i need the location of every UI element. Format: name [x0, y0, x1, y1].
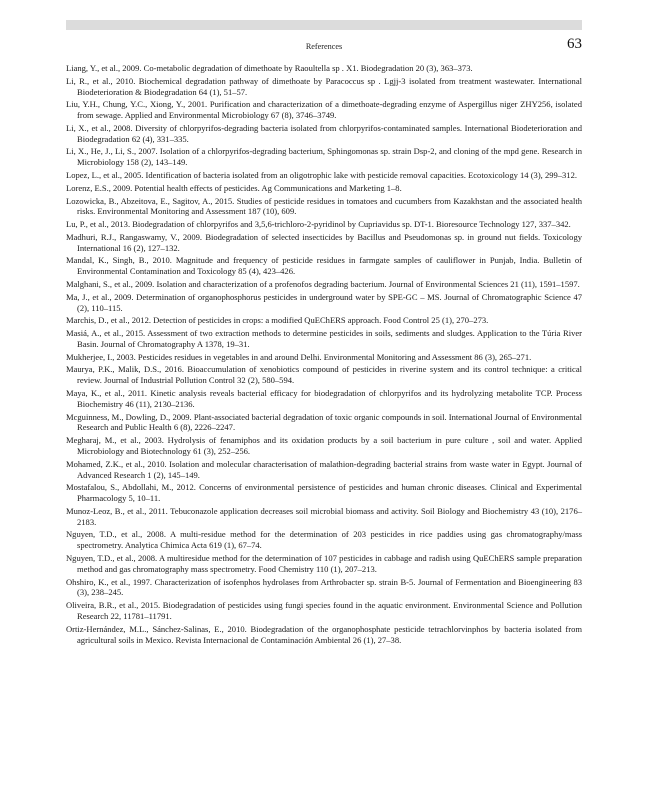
- reference-list: [66, 63, 582, 647]
- reference-entry: Ohshiro, K., et al., 1997. Characterization of isofenphos hydrolases from Arthrobacter sp. strain B-5. Journal of Fermentation and Bioengineering 83 (3), 238–245.: [66, 576, 582, 598]
- reference-entry: Madhuri, R.J., Rangaswamy, V., 2009. Biodegradation of selected insecticides by Bacillus and Pseudomonas sp. in ground nut fields. Toxicology International 16 (2), 127–132.: [66, 231, 582, 253]
- reference-entry: Maya, K., et al., 2011. Kinetic analysis reveals bacterial efficacy for biodegradation of chlorpyrifos and its hydrolyzing metabolite TCP. Process Biochemistry 46 (11), 2130–2136.: [66, 387, 582, 409]
- reference-entry: Oliveira, B.R., et al., 2015. Biodegradation of pesticides using fungi species found in the aquatic environment. Environmental Science and Pollution Research 22, 11781–11791.: [66, 600, 582, 621]
- header-rule: [66, 20, 582, 30]
- reference-entry: Munoz-Leoz, B., et al., 2011. Tebuconazole application decreases soil microbial biomass and activity. Soil Biology and Biochemistry 43 (10), 2176–2183.: [66, 505, 582, 527]
- reference-entry: Lozowicka, B., Abzeitova, E., Sagitov, A., 2015. Studies of pesticide residues in tomatoes and cucumbers from Kazakhstan and the associated health risks. Environmental Monitoring and Assessment 187 (10), 609.: [66, 195, 582, 217]
- reference-entry: Malghani, S., et al., 2009. Isolation and characterization of a profenofos degrading bacterium. Journal of Environmental Sciences 21 (11), 1591–1597.: [66, 278, 580, 289]
- reference-entry: Liu, Y.H., Chung, Y.C., Xiong, Y., 2001. Purification and characterization of a dimethoate-degrading enzyme of Aspergillus niger ZHY256, isolated from sewage. Applied and Environmental Microbiology 67 (8), 3746–3749.: [66, 99, 582, 121]
- reference-entry: Lorenz, E.S., 2009. Potential health effects of pesticides. Ag Communications and Marketing 1–8.: [66, 182, 402, 193]
- reference-entry: Lopez, L., et al., 2005. Identification of bacteria isolated from an oligotrophic lake with pesticide removal capacities. Ecotoxicology 14 (3), 299–312.: [66, 170, 577, 181]
- reference-entry: Maurya, P.K., Malik, D.S., 2016. Bioaccumulation of xenobiotics compound of pesticides in riverine system and its control technique: a critical review. Journal of Industrial Pollution Control 32 (2), 580–594.: [66, 364, 582, 386]
- reference-entry: Li, X., He, J., Li, S., 2007. Isolation of a chlorpyrifos-degrading bacterium, Sphingomonas sp. strain Dsp-2, and cloning of the mpd gene. Research in Microbiology 158 (2), 143–149.: [66, 146, 582, 168]
- reference-entry: Megharaj, M., et al., 2003. Hydrolysis of fenamiphos and its oxidation products by a soil bacterium in pure culture , soil and water. Applied Microbiology and Biotechnology 61 (3), 252–256.: [66, 435, 582, 456]
- page-number: 63: [567, 36, 582, 52]
- reference-entry: Masiá, A., et al., 2015. Assessment of two extraction methods to determine pesticides in soils, sediments and sludges. Application to the Túria River Basin. Journal of Chromatography A 1378, 19–31.: [66, 328, 582, 349]
- reference-entry: Li, R., et al., 2010. Biochemical degradation pathway of dimethoate by Paracoccus sp . Lgjj-3 isolated from treatment wastewater. International Biodeterioration & Biodegradation 64 (1), 51–57.: [66, 75, 582, 97]
- reference-entry: Marchis, D., et al., 2012. Detection of pesticides in crops: a modified QuEChERS approach. Food Control 25 (1), 270–273.: [66, 315, 489, 326]
- reference-entry: Nguyen, T.D., et al., 2008. A multiresidue method for the determination of 107 pesticides in cabbage and radish using QuEChERS sample preparation method and gas chromatography mass spectrometry. Food Chemistry 110 (1), 207–213.: [66, 552, 582, 574]
- reference-entry: Li, X., et al., 2008. Diversity of chlorpyrifos-degrading bacteria isolated from chlorpyrifos-contaminated samples. International Biodeterioration and Biodegradation 62 (4), 331–335.: [66, 122, 582, 144]
- reference-entry: Lu, P., et al., 2013. Biodegradation of chlorpyrifos and 3,5,6-trichloro-2-pyridinol by Cupriavidus sp. DT-1. Bioresource Technology 127, 337–342.: [66, 219, 571, 230]
- reference-entry: Ortiz-Hernández, M.L., Sánchez-Salinas, E., 2010. Biodegradation of the organophosphate pesticide tetrachlorvinphos by bacteria isolated from agricultural soils in Mexico. Revista Internacional de Contaminación Ambiental 26 (1), 27–38.: [66, 623, 582, 645]
- running-header: [66, 36, 582, 56]
- reference-entry: Mandal, K., Singh, B., 2010. Magnitude and frequency of pesticide residues in farmgate samples of cauliflower in Punjab, India. Bulletin of Environmental Contamination and Toxicology 85 (4), 423–426.: [66, 255, 582, 277]
- reference-entry: Nguyen, T.D., et al., 2008. A multi-residue method for the determination of 203 pesticides in rice paddies using gas chromatography/mass spectrometry. Analytica Chimica Acta 619 (1), 67–74.: [66, 529, 582, 551]
- running-title: References: [305, 42, 343, 51]
- reference-entry: Mostafalou, S., Abdollahi, M., 2012. Concerns of environmental persistence of pesticides and human chronic diseases. Clinical and Experimental Pharmacology 5, 10–11.: [66, 482, 582, 504]
- reference-entry: Mukherjee, I., 2003. Pesticides residues in vegetables in and around Delhi. Environmental Monitoring and Assessment 86 (3), 265–271.: [66, 351, 532, 362]
- reference-entry: Mohamed, Z.K., et al., 2010. Isolation and molecular characterisation of malathion-degrading bacterial strains from waste water in Egypt. Journal of Advanced Research 1 (2), 145–149.: [66, 458, 582, 480]
- reference-entry: Liang, Y., et al., 2009. Co-metabolic degradation of dimethoate by Raoultella sp . X1. Biodegradation 20 (3), 363–373.: [66, 63, 473, 73]
- reference-entry: Ma, J., et al., 2009. Determination of organophosphorus pesticides in underground water by SPE-GC – MS. Journal of Chromatographic Science 47 (2), 110–115.: [66, 291, 582, 313]
- reference-entry: Mcguinness, M., Dowling, D., 2009. Plant-associated bacterial degradation of toxic organic compounds in soil. International Journal of Environmental Research and Public Health 6 (8), 2226–2247.: [66, 411, 582, 433]
